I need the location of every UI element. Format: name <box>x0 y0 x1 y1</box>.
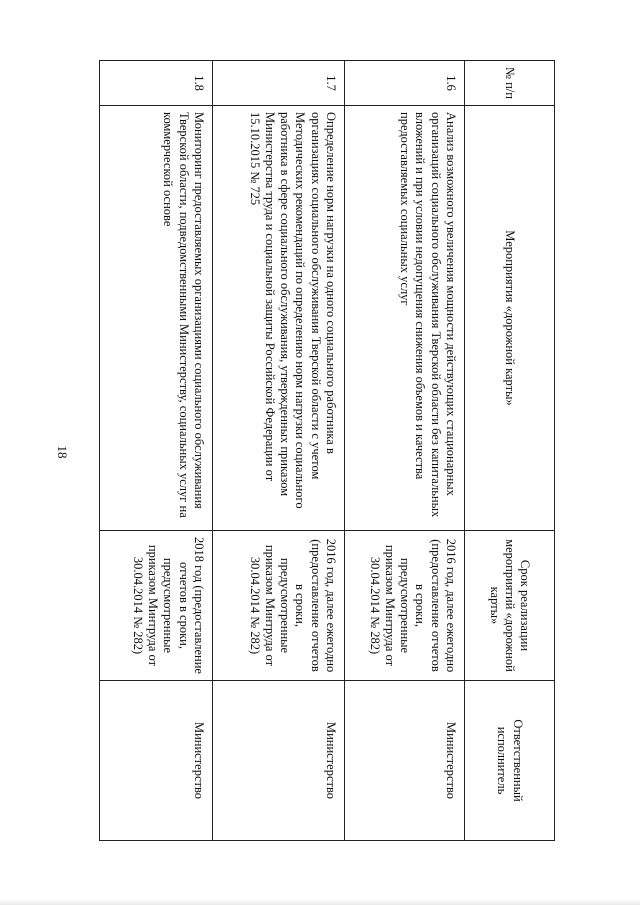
roadmap-table <box>99 60 555 841</box>
rotated-table-area <box>100 60 555 840</box>
row-term: 2018 год (предоставление отчетов в сроки, предусмотренные приказом Минтруда от 30.04.2014 № 282) <box>100 531 213 681</box>
row-term: 2016 год, далее ежегодно (предоставление отчетов в сроки, предусмотренные приказом Минтруда от 30.04.2014 № 282) <box>345 531 465 681</box>
row-number: 1.7 <box>213 61 345 106</box>
table-row <box>100 61 213 841</box>
scan-edge-shadow <box>0 899 640 905</box>
header-activity: Мероприятия «дорожной карты» <box>465 106 555 531</box>
table-row <box>213 61 345 841</box>
row-activity: Мониторинг предоставляемых организациями социального обслуживания Тверской области, подведомственными Министерству, социальных услуг на коммерческой основе <box>100 106 213 531</box>
table-wrapper <box>100 60 555 840</box>
table-header-row <box>465 61 555 841</box>
header-term: Срок реализации мероприятий «дорожной карты» <box>465 531 555 681</box>
row-number: 1.8 <box>100 61 213 106</box>
row-responsible: Министерство <box>213 681 345 841</box>
page-number: 18 <box>55 445 70 459</box>
row-responsible: Министерство <box>100 681 213 841</box>
row-activity: Анализ возможного увеличения мощности действующих стационарных организаций социального обслуживания Тверской области без капитальных вложений и при условии недопущения снижения объемов и качества предоставляемых социальных услуг <box>345 106 465 531</box>
row-term: 2016 год, далее ежегодно (предоставление отчетов в сроки, предусмотренные приказом Минтруда от 30.04.2014 № 282) <box>213 531 345 681</box>
row-number: 1.6 <box>345 61 465 106</box>
row-activity: Определение норм нагрузки на одного социального работника в организациях социального обслуживания Тверской области с учетом Методических рекомендаций по определению норм нагрузки социального работника в сфере социального обслуживания, утвержденных приказом Министерства труда и социальной защиты Российской Федерации от 15.10.2015 № 725 <box>213 106 345 531</box>
table-row <box>345 61 465 841</box>
row-responsible: Министерство <box>345 681 465 841</box>
header-number: № п/п <box>465 61 555 106</box>
header-responsible: Ответственный исполнитель <box>465 681 555 841</box>
